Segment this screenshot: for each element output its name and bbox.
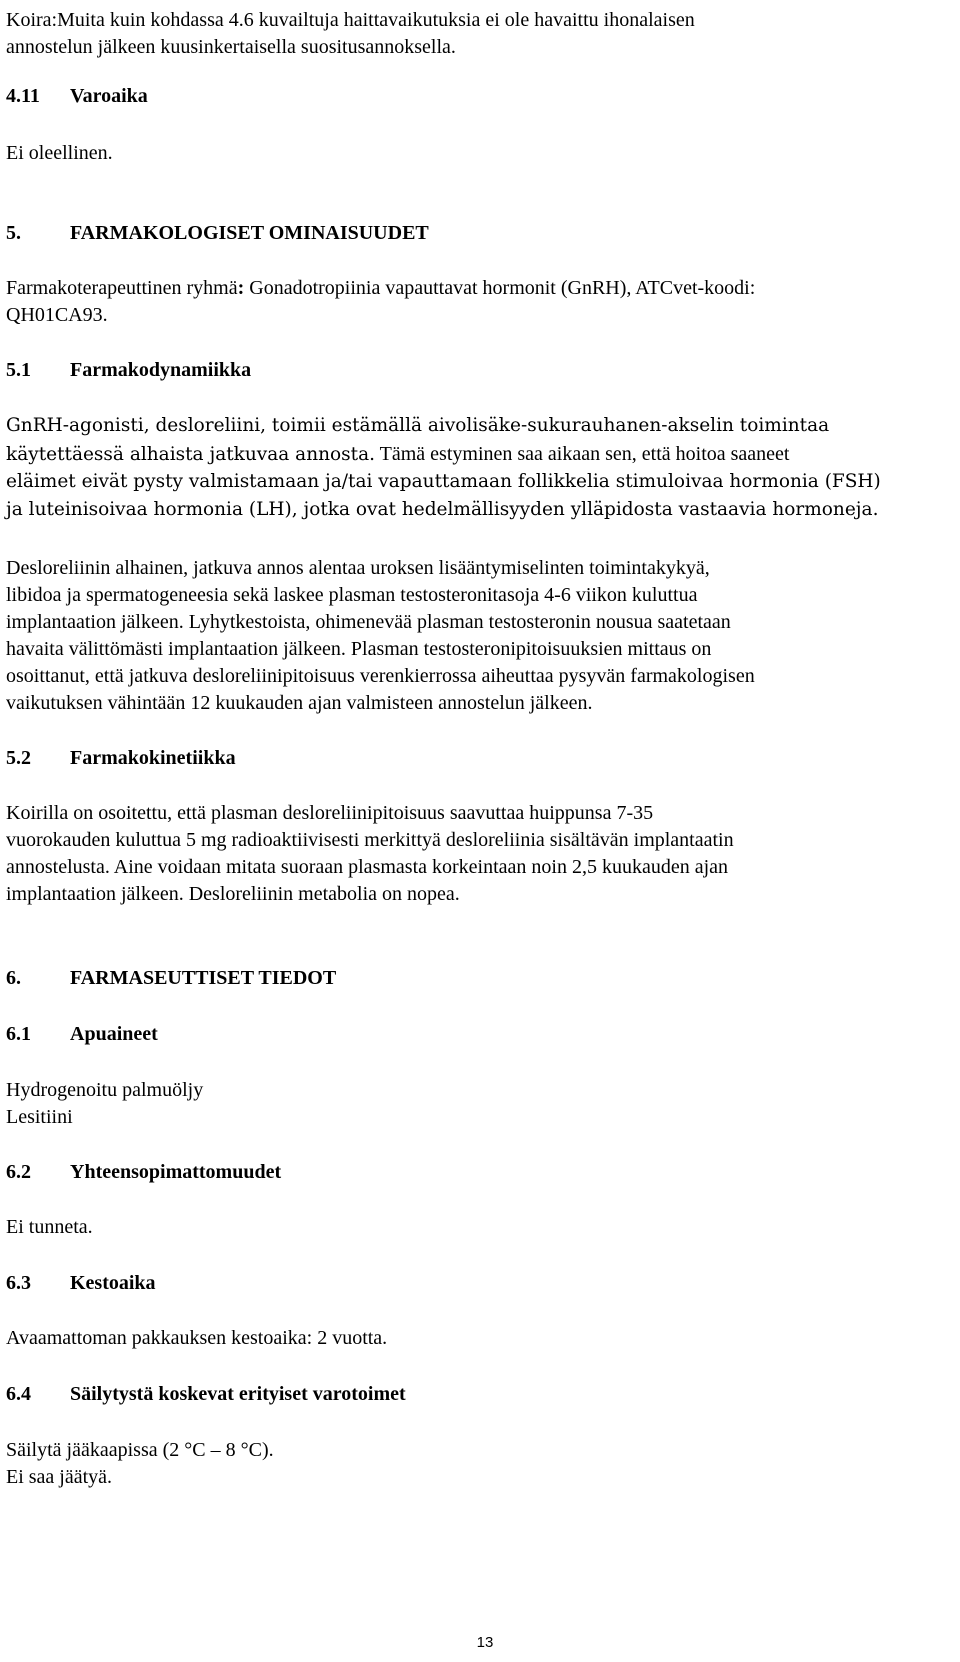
excipient-item: Lesitiini (6, 1106, 73, 1128)
heading-number: 6. (6, 967, 21, 989)
paragraph-line: implantaation jälkeen. Desloreliinin metabolia on nopea. (6, 883, 460, 905)
paragraph-line: eläimet eivät pysty valmistamaan ja/tai vapauttamaan follikkelia stimuloivaa hormonia (FSH) (6, 471, 881, 492)
intro-line-1: Koira:Muita kuin kohdassa 4.6 kuvailtuja haittavaikutuksia ei ole havaittu ihonalaisen (6, 9, 695, 31)
paragraph-line: ja luteinisoivaa hormonia (LH), jotka ovat hedelmällisyyden ylläpidosta vastaavia hormoneja. (6, 499, 879, 520)
heading-number: 6.3 (6, 1272, 31, 1294)
heading-number: 5.2 (6, 747, 31, 769)
heading-number: 5.1 (6, 359, 31, 381)
paragraph-fragment: käytettäessä alhaista jatkuvaa annosta. (6, 444, 376, 465)
heading-5-2 (6, 746, 236, 770)
heading-6-1 (6, 1022, 158, 1046)
incompatibilities-text: Ei tunneta. (6, 1216, 93, 1238)
paragraph-line: libidoa ja spermatogeneesia sekä laskee plasman testosteronitasoja 4-6 viikon kuluttua (6, 584, 698, 606)
storage-line: Ei saa jäätyä. (6, 1466, 113, 1488)
intro-line-2: annostelun jälkeen kuusinkertaisella suositusannoksella. (6, 36, 456, 58)
group-colon: : (237, 277, 245, 299)
heading-4-11 (6, 84, 148, 108)
heading-number: 5. (6, 222, 21, 244)
heading-5 (6, 221, 429, 245)
pharmacotherapeutic-group (6, 276, 755, 300)
paragraph-line (6, 442, 789, 467)
paragraph-line: osoittanut, että jatkuva desloreliinipitoisuus verenkierrossa aiheuttaa pysyvän farmakologisen (6, 665, 755, 687)
atc-code: QH01CA93. (6, 304, 108, 326)
group-label: Farmakoterapeuttinen ryhmä (6, 277, 238, 299)
paragraph-line: Koirilla on osoitettu, että plasman desloreliinipitoisuus saavuttaa huippunsa 7-35 (6, 802, 654, 824)
paragraph-line: annostelusta. Aine voidaan mitata suoraan plasmasta korkeintaan noin 2,5 kuukauden ajan (6, 856, 729, 878)
heading-title: Säilytystä koskevat erityiset varotoimet (70, 1383, 406, 1405)
heading-title: Apuaineet (70, 1023, 158, 1045)
heading-5-1 (6, 358, 251, 382)
paragraph-line: GnRH-agonisti, desloreliini, toimii estämällä aivolisäke-sukurauhanen-akselin toimintaa (6, 415, 830, 436)
heading-number: 4.11 (6, 85, 40, 107)
heading-6-3 (6, 1271, 156, 1295)
paragraph-line: implantaation jälkeen. Lyhytkestoista, ohimenevää plasman testosteronin nousua saatetaan (6, 611, 731, 633)
paragraph-line: vuorokauden kuluttua 5 mg radioaktiivisesti merkittyä desloreliinia sisältävän implantaatin (6, 829, 734, 851)
heading-number: 6.2 (6, 1161, 31, 1183)
heading-6 (6, 966, 336, 990)
group-value: Gonadotropiinia vapauttavat hormonit (GnRH), ATCvet-koodi: (244, 277, 756, 299)
withdrawal-text: Ei oleellinen. (6, 142, 113, 164)
heading-title: FARMASEUTTISET TIEDOT (70, 967, 337, 989)
heading-title: Farmakodynamiikka (70, 359, 252, 381)
heading-6-2 (6, 1160, 281, 1184)
heading-title: Kestoaika (70, 1272, 156, 1294)
heading-title: Yhteensopimattomuudet (70, 1161, 282, 1183)
paragraph-line: vaikutuksen vähintään 12 kuukauden ajan valmisteen annostelun jälkeen. (6, 692, 593, 714)
page-footer (0, 1634, 960, 1652)
heading-title: FARMAKOLOGISET OMINAISUUDET (70, 222, 429, 244)
storage-line: Säilytä jääkaapissa (2 °C – 8 °C). (6, 1439, 274, 1461)
excipient-item: Hydrogenoitu palmuöljy (6, 1079, 204, 1101)
page-number: 13 (476, 1634, 494, 1651)
heading-number: 6.1 (6, 1023, 31, 1045)
heading-6-4 (6, 1382, 406, 1406)
paragraph-line: Desloreliinin alhainen, jatkuva annos alentaa uroksen lisääntymiselinten toimintakykyä, (6, 557, 710, 579)
paragraph-line: havaita välittömästi implantaation jälkeen. Plasman testosteronipitoisuuksien mittaus on (6, 638, 712, 660)
heading-title: Farmakokinetiikka (70, 747, 236, 769)
shelf-life-text: Avaamattoman pakkauksen kestoaika: 2 vuotta. (6, 1327, 388, 1349)
heading-number: 6.4 (6, 1383, 31, 1405)
paragraph-fragment: Tämä estyminen saa aikaan sen, että hoitoa saaneet (375, 443, 790, 465)
heading-title: Varoaika (70, 85, 148, 107)
